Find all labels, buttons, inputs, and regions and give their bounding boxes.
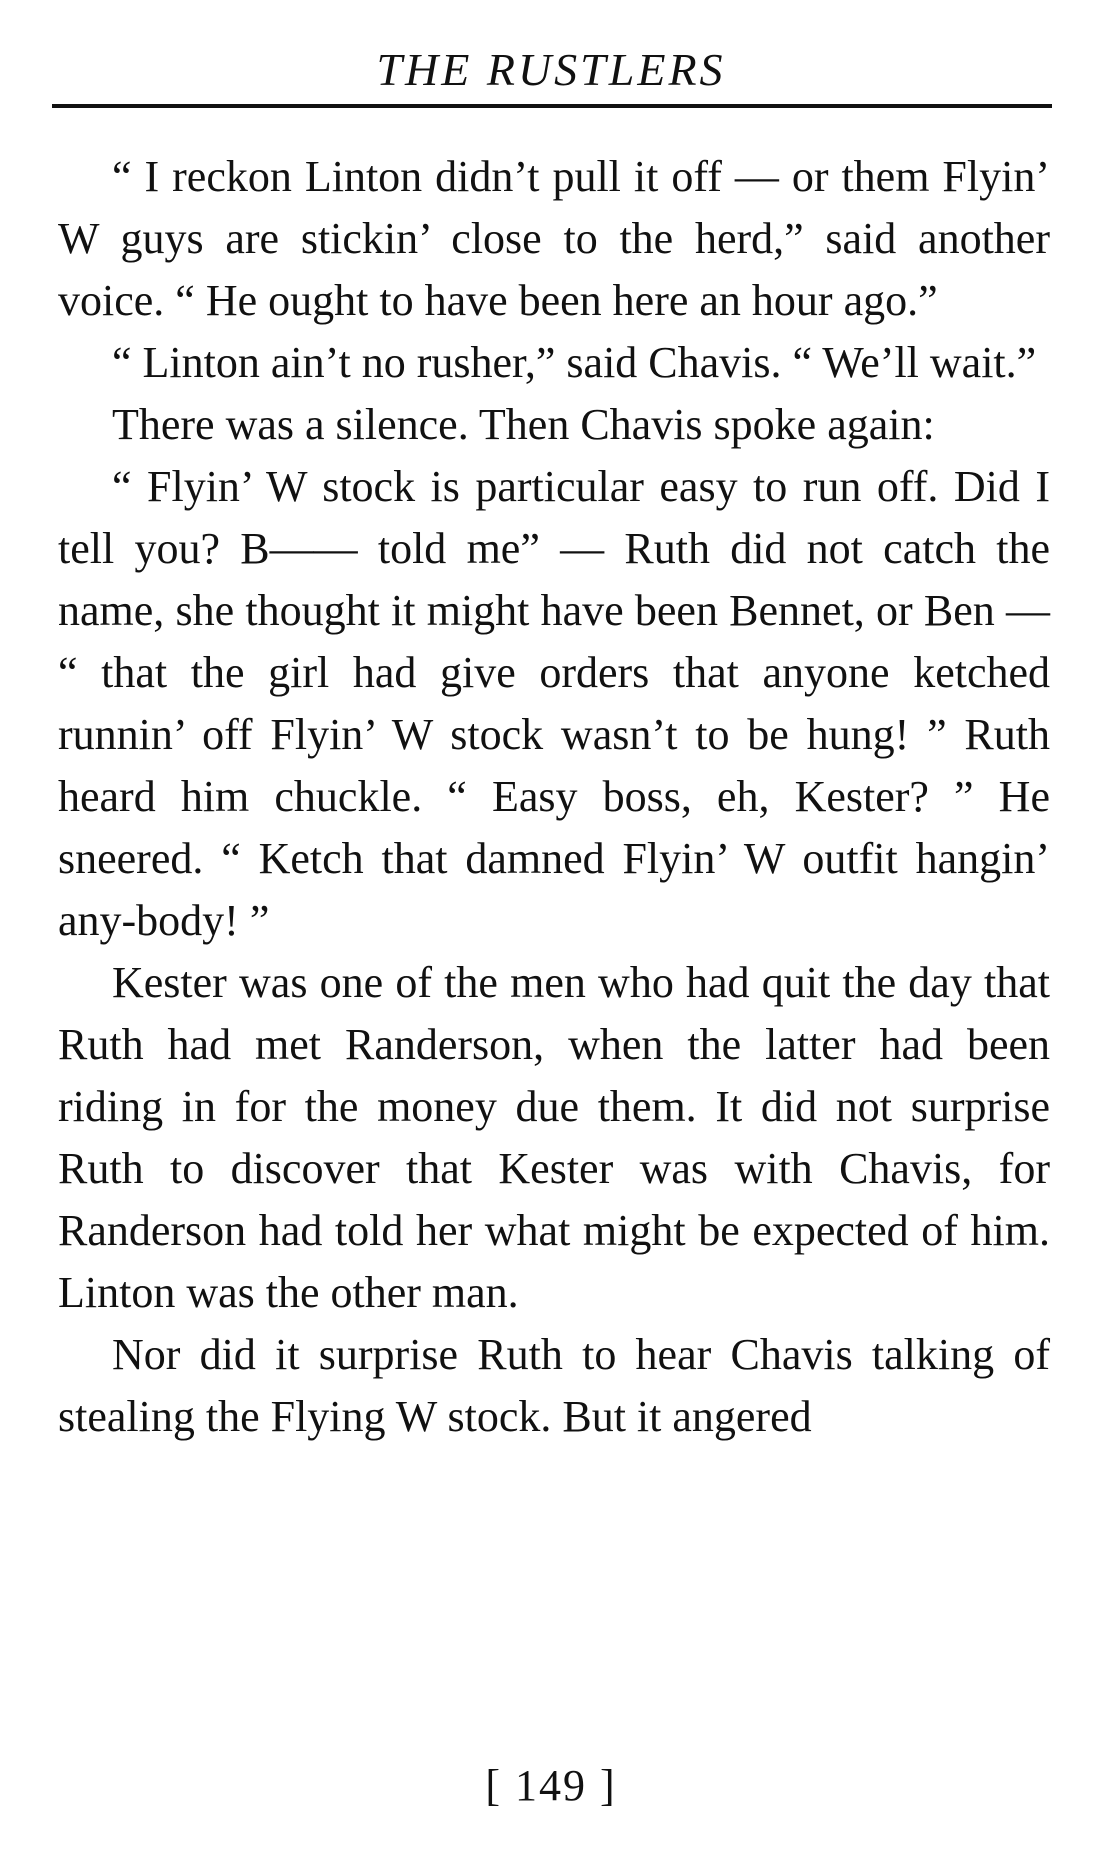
header-rule [52,104,1052,108]
paragraph: “ I reckon Linton didn’t pull it off — or them Flyin’ W guys are stickin’ close to the herd,” said another voice. “ He ought to have been here an hour ago.” [58,152,1050,325]
paragraph: “ Flyin’ W stock is particular easy to run off. Did I tell you? B—— told me” — Ruth did not catch the name, she thought it might have been Bennet, or Ben — “ that the girl had give orders that anyone ketched runnin’ off Flyin’ W stock wasn’t to be hung! ” Ruth heard him chuckle. “ Easy boss, eh, Kester? ” He sneered. “ Ketch that damned Flyin’ W outfit hangin’ any-body! ” [58,462,1050,945]
paragraph: “ Linton ain’t no rusher,” said Chavis. “ We’ll wait.” [112,338,1037,387]
running-head: THE RUSTLERS [376,44,726,95]
paragraph: There was a silence. Then Chavis spoke again: [112,400,935,449]
body-text [58,146,1050,1448]
page-number: [ 149 ] [485,1761,617,1810]
paragraph: Nor did it surprise Ruth to hear Chavis talking of stealing the Flying W stock. But it angered [58,1330,1050,1441]
paragraph: Kester was one of the men who had quit the day that Ruth had met Randerson, when the latter had been riding in for the money due them. It did not surprise Ruth to discover that Kester was with Chavis, for Randerson had told her what might be expected of him. Linton was the other man. [58,958,1050,1317]
